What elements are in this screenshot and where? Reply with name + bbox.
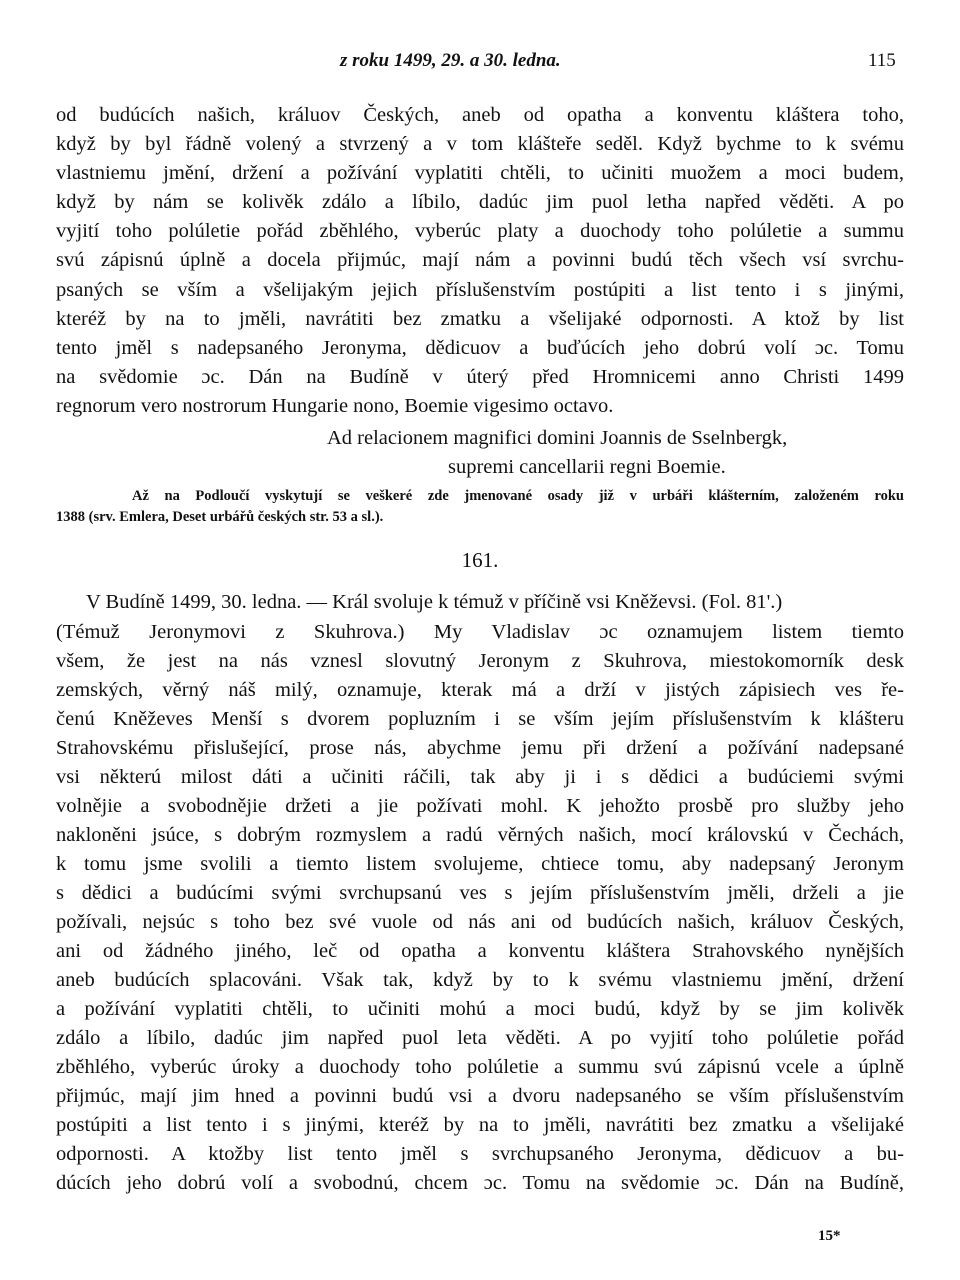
text-line: ani od žádného jiného, leč od opatha a konventu kláštera Strahovského nynějších <box>56 940 904 962</box>
text-line: na svědomie ɔc. Dán na Budíně v úterý před Hromnicemi anno Christi 1499 <box>56 366 904 388</box>
running-head: z roku 1499, 29. a 30. ledna. <box>340 50 561 71</box>
relation-note-line1: Ad relacionem magnifici domini Joannis de Sselnbergk, <box>327 427 788 449</box>
text-line: postúpiti a list tento i s jinými, kteréž by na to jměli, navrátiti bez zmatku a všelijaké <box>56 1114 904 1136</box>
text-line: k tomu jsme svolili a tiemto listem svolujeme, chtiece tomu, aby nadepsaný Jeronym <box>56 853 904 875</box>
text-line: odpornosti. A ktožby list tento jměl s svrchupsaného Jeronyma, dědicuov a bu- <box>56 1143 904 1165</box>
text-line: tento jměl s nadepsaného Jeronyma, dědicuov a buďúcích jeho dobrú volí ɔc. Tomu <box>56 337 904 359</box>
relation-note-line2: supremi cancellarii regni Boemie. <box>448 456 726 478</box>
text-line: vyjití toho polúletie pořád zběhlého, vyberúc platy a duochody toho polúletie a summu <box>56 220 904 242</box>
text-line: zdálo a líbilo, dadúc jim napřed puol leta věděti. A po vyjití toho polúletie pořád <box>56 1027 904 1049</box>
text-line: nakloněni jsúce, s dobrým rozmyslem a radú věrných našich, mocí královskú v Čechách, <box>56 824 904 846</box>
text-line: a požívání vyplatiti chtěli, to učiniti mohú a moci budú, když by se jim kolivěk <box>56 998 904 1020</box>
sheet-signature-mark: 15* <box>818 1228 841 1244</box>
text-line: požívali, nejsúc s toho bez své vuole od nás ani od budúcích našich, králuov Českých, <box>56 911 904 933</box>
text-line: Strahovskému přislušející, prose nás, abychme jemu při držení a požívání nadepsané <box>56 737 904 759</box>
text-line: (Témuž Jeronymovi z Skuhrova.) My Vladislav ɔc oznamujem listem tiemto <box>56 621 904 643</box>
text-line: kteréž by na to jměli, navrátiti bez zmatku a všelijaké odpornosti. A ktož by list <box>56 308 904 330</box>
text-line: svú zápisnú úplně a docela přijmúc, mají nám a povinni budú těch všech vsí svrchu- <box>56 249 904 271</box>
footnote-line2: 1388 (srv. Emlera, Deset urbářů českých str. 53 a sl.). <box>56 509 384 525</box>
text-line: s dědici a budúcími svými svrchupsanú ves s jejím příslušenstvím jměli, drželi a jie <box>56 882 904 904</box>
text-line: psaných se vším a všelijakým jejich příslušenstvím postúpiti a list tento i s jinými, <box>56 279 904 301</box>
text-line: přijmúc, mají jim hned a povinni budú vsi a dvoru nadepsaného se vším příslušenstvím <box>56 1085 904 1107</box>
text-line: od budúcích našich, králuov Českých, aneb od opatha a konventu kláštera toho, <box>56 104 904 126</box>
text-line: vsi některú milost dáti a učiniti ráčili, tak aby ji i s dědici a budúciemi svými <box>56 766 904 788</box>
text-line: dúcích jeho dobrú volí a svobodnú, chcem ɔc. Tomu na svědomie ɔc. Dán na Budíně, <box>56 1172 904 1194</box>
text-line: když by nám se kolivěk zdálo a líbilo, dadúc jim puol letha napřed věděti. A po <box>56 191 904 213</box>
text-line: když by byl řádně volený a stvrzený a v tom klášteře seděl. Když bychme to k svému <box>56 133 904 155</box>
text-line: vlastniemu jmění, držení a požívání vyplatiti chtěli, to učiniti muožem a moci budem, <box>56 162 904 184</box>
text-line: volnějie a svobodnějie držeti a jie požívati mohl. K jehožto prosbě pro služby jeho <box>56 795 904 817</box>
text-line: regnorum vero nostrorum Hungarie nono, Boemie vigesimo octavo. <box>56 395 614 417</box>
text-line: zběhlého, vyberúc úroky a duochody toho polúletie a summu svú zápisnú vcele a úplně <box>56 1056 904 1078</box>
regest-heading: V Budíně 1499, 30. ledna. — Král svoluje k témuž v příčině vsi Kněževsi. (Fol. 81'.) <box>86 591 783 613</box>
text-line: všem, že jest na nás vznesl slovutný Jeronym z Skuhrova, miestokomorník desk <box>56 650 904 672</box>
text-line: aneb budúcích splacováni. Však tak, když by to k svému vlastniemu jmění, držení <box>56 969 904 991</box>
text-line: čenú Kněževes Menší s dvorem popluzním i se vším jejím příslušenstvím k klášteru <box>56 708 904 730</box>
document-number: 161. <box>461 548 499 572</box>
page-number: 115 <box>868 50 896 71</box>
footnote-line1: Až na Podloučí vyskytují se veškeré zde jmenované osady již v urbáři klášterním, založeném roku <box>132 488 904 504</box>
text-line: zemských, věrný náš milý, oznamuje, kterak má a drží v jistých zápisiech ves ře- <box>56 679 904 701</box>
